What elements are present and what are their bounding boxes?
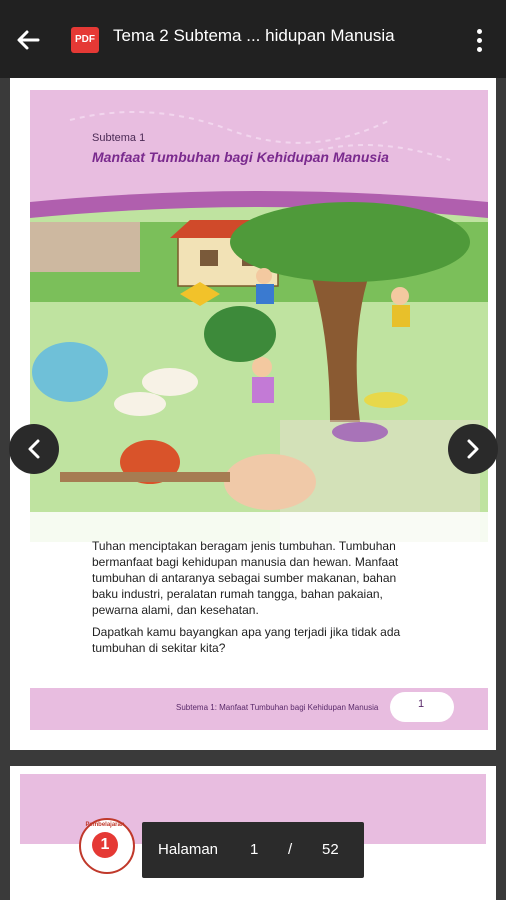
- illustration: [30, 182, 488, 542]
- more-options-icon[interactable]: [464, 24, 494, 56]
- document-title: Tema 2 Subtema ... hidupan Manusia: [113, 26, 395, 45]
- current-page: 1: [250, 841, 259, 858]
- chevron-right-icon: [448, 424, 498, 474]
- pdf-page-1: [10, 78, 496, 750]
- previous-page-button[interactable]: [9, 424, 59, 474]
- next-page-button[interactable]: [448, 424, 498, 474]
- body-text: [92, 538, 422, 662]
- footer-text: Subtema 1: Manfaat Tumbuhan bagi Kehidupan Manusia: [176, 703, 379, 712]
- page-separator: /: [288, 841, 293, 858]
- paragraph: Dapatkah kamu bayangkan apa yang terjadi jika tidak ada tumbuhan di sekitar kita?: [92, 625, 401, 655]
- page-indicator-label: Halaman: [158, 841, 219, 858]
- chevron-left-icon: [9, 424, 59, 474]
- subtema-label: Subtema 1: [92, 132, 146, 144]
- pdf-file-icon: PDF: [71, 27, 99, 53]
- pembelajaran-number: 1: [92, 832, 118, 858]
- page-title: Manfaat Tumbuhan bagi Kehidupan Manusia: [92, 149, 389, 165]
- page-footer: [30, 688, 488, 730]
- total-pages: 52: [322, 841, 339, 858]
- app-bar: [0, 0, 506, 78]
- page-number: 1: [418, 698, 425, 710]
- back-arrow-icon[interactable]: [12, 24, 44, 56]
- page-content: [30, 90, 488, 740]
- paragraph: Tuhan menciptakan beragam jenis tumbuhan. Tumbuhan bermanfaat bagi kehidupan manusia dan hewan. Manfaat tumbuhan di antaranya sebagai sumber makanan, bahan baku industri, peralatan rumah tangga, bahan pakaian, pewarna alami, dan kesehatan.: [92, 539, 399, 617]
- pembelajaran-label: Pembelajaran: [85, 822, 125, 828]
- page-indicator: [142, 822, 364, 878]
